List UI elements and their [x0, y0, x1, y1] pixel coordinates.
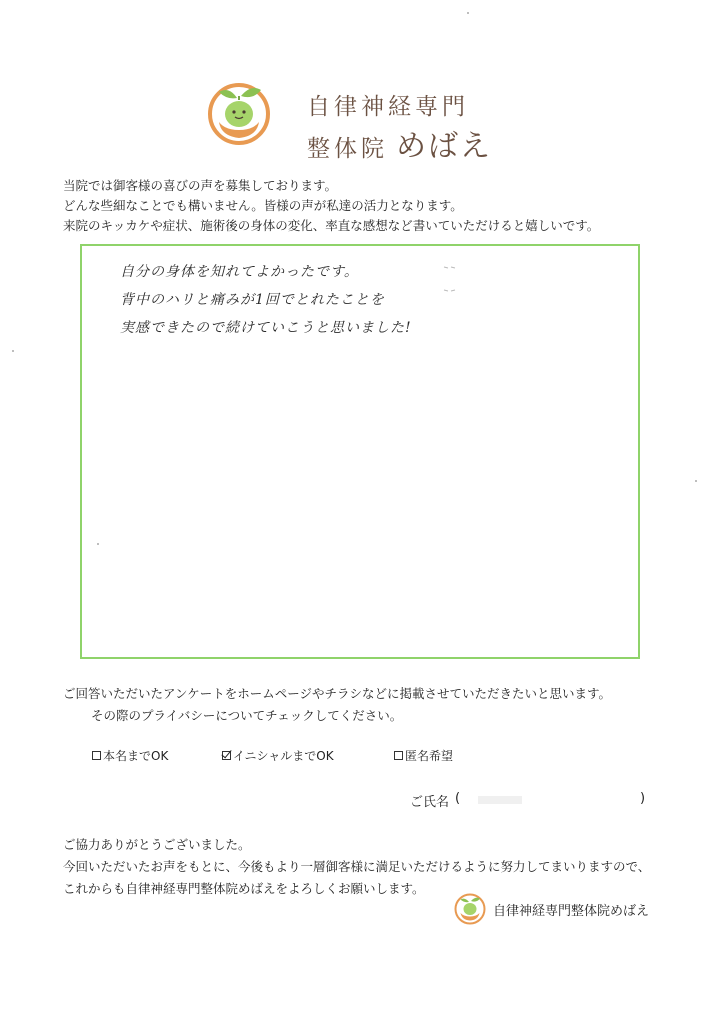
option-anonymous[interactable] — [394, 747, 453, 764]
closing-line: 今回いただいたお声をもとに、今後もより一層御客様に満足いただけるように努力してまいりますので、 — [63, 859, 651, 874]
consent-line: ご回答いただいたアンケートをホームページやチラシなどに掲載させていただきたいと思います。 — [63, 686, 612, 701]
brand-prefix: 整体院 — [307, 136, 388, 162]
closing-line: これからも自律神経専門整体院めばえをよろしくお願いします。 — [63, 881, 425, 896]
speck — [467, 12, 469, 14]
comment-line: 実感できたので続けていこうと思いました! — [120, 320, 412, 336]
checkbox-icon[interactable] — [92, 751, 101, 760]
option-label: 本名までOK — [103, 749, 169, 763]
speck — [12, 350, 14, 352]
footer-clinic-name: 自律神経専門整体院めばえ — [493, 904, 650, 919]
option-label: 匿名希望 — [405, 749, 454, 763]
footer-logo-icon — [454, 893, 486, 925]
handwritten-comment — [120, 258, 412, 342]
closing-text — [63, 834, 650, 900]
option-initials[interactable] — [222, 747, 334, 764]
clinic-logo — [207, 78, 271, 162]
consent-text — [63, 683, 611, 727]
brand-name: めばえ — [396, 129, 492, 164]
comment-line: 自分の身体を知れてよかったです。 — [120, 264, 359, 280]
intro-line: 当院では御客様の喜びの声を募集しております。 — [63, 178, 338, 193]
intro-line: どんな些細なことでも構いません。皆様の声が私達の活力となります。 — [63, 198, 463, 213]
name-field-label: ご氏名 — [410, 795, 450, 810]
name-field-close-paren: ) — [640, 791, 646, 806]
intro-text — [63, 176, 599, 236]
redacted-name[interactable] — [478, 796, 522, 804]
checkbox-checked-icon[interactable] — [222, 751, 231, 760]
comment-line: 背中のハリと痛みが1回でとれたことを — [120, 292, 385, 308]
speck — [695, 480, 697, 482]
intro-line: 来院のキッカケや症状、施術後の身体の変化、率直な感想など書いていただけると嬉しいです。 — [63, 218, 600, 233]
name-field-open-paren: ( — [455, 791, 461, 806]
brand-title-line2 — [307, 121, 492, 165]
brand-title-line1: 自律神経専門 — [307, 94, 469, 120]
consent-line: その際のプライバシーについてチェックしてください。 — [91, 708, 403, 723]
checkbox-icon[interactable] — [394, 751, 403, 760]
closing-line: ご協力ありがとうございました。 — [63, 837, 251, 852]
option-real-name[interactable] — [92, 747, 168, 764]
stray-pencil-marks — [441, 264, 461, 304]
speck — [97, 543, 99, 545]
option-label: イニシャルまでOK — [233, 749, 334, 763]
